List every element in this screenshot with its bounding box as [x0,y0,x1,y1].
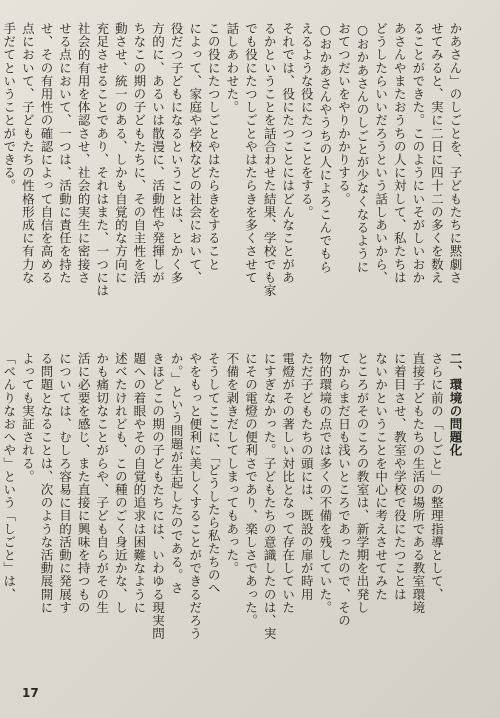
text-column: てからまだ日も浅いところであったので、その [336,352,352,628]
text-column: それでは、役にたつことにはどんなことがあ [280,22,296,284]
text-column: 点において、子どもたちの性格形成に有力な [20,22,36,284]
text-column: きほどこの期の子どもたちには、いわゆる現実問 [150,352,166,641]
text-column: この役にたつしごとやはたらきをすること [206,22,222,271]
text-column: にその電燈の便利さであり、楽しさであった。 [243,352,259,628]
text-column: せ、その有用性の確認によって自信を高める [38,22,54,284]
text-column: 物的環境の点では多くの不備を残していた。 [317,352,333,614]
text-column: でも役にたつしごとやはたらきを多くさせて [243,22,259,284]
page-number: 17 [22,686,39,700]
text-column: ちなこの期の子どもたちに、その自主性を活 [131,22,147,284]
text-column: おてつだいをやりかかりする。 [336,22,352,206]
text-column: ただ子どもたちの頭には、既設の扉が時用 [299,352,315,601]
text-column: どうしたらいいだろうという話しあいから、 [373,22,389,284]
text-column: せる点において、一つは、活動に責任を持た [57,22,73,284]
text-column: 不備を剥きだしてしまってもあった。 [224,352,240,575]
text-column: 題への着眼やその自覚的追求は困難なように [131,352,147,614]
text-column: ○おかあさんやうちの人によろこんでもら [317,22,333,274]
text-column: 方的に、あるいは散漫に、活動性や発揮しが [150,22,166,284]
text-column: 役だつ子どもになるということは、とかく多 [169,22,185,284]
text-column: せてみると、実に二日に四十二の多くを数え [429,22,445,284]
text-column: に着目させ、教室や学校で役にたつことは [392,352,408,601]
text-column: やをもっと便利に美しくすることができるだろう [187,352,203,641]
text-column: さらに前の「しごと」の整理指導として、 [429,352,445,601]
text-column: ることができた。このようにいそがしいおか [410,22,426,284]
text-column: そうしてここに、「どうしたら私たちのへ [206,352,222,595]
text-column: にすぎなかった。子どもたちの意識したのは、実 [262,352,278,641]
text-column: か。」という問題が生起したのである。さ [169,352,185,595]
text-column: 活に必要を感じ、また直接に興味を持つもの [76,352,92,614]
text-column: かあさん」のしごとを、子どもたちに黙劇さ [448,22,463,284]
text-column: 述べたけれども、この種のごく身近かな、し [113,352,129,614]
text-column: ○おかあさんのしごとが少なくなるように [355,22,371,274]
text-column: 充足させることであり、それはまた、一つには [94,22,110,298]
text-column: よっても実証される。 [20,352,36,483]
text-column: によって、家庭や学校などの社会において、 [187,22,203,284]
text-column: あさんやまたおうちの人に対して、私たちは [392,22,408,284]
text-column: るかということを話合わせた結果、学校でも家 [262,22,278,298]
text-column: かも痛切なことがらや、子ども自らがその生 [94,352,110,614]
text-column: 「べんりなおへや」という「しごと」は、 [1,352,17,601]
text-column: 手だてということができる。 [1,22,17,193]
top-text-block [1,22,464,340]
text-column: 社会的有用を体認させ、社会的実生に密接さ [76,22,92,284]
bottom-text-block [1,352,464,670]
text-column: 二、環境の問題化 [448,352,463,457]
text-column: 直接子どもたちの生活の場所である教室環境 [410,352,426,614]
text-column: については、むしろ容易に目的活動に発展す [57,352,73,614]
text-column: 動させ、統一のある、しかも自覚的な方向に [113,22,129,284]
text-column: る問題となることは、次のような活動展開に [38,352,54,614]
text-column: 話しあわせた。 [224,22,240,114]
text-column: ないかということを中心に考えさせてみた [373,352,389,601]
text-column: 電燈がその著しい対比となって存在していた [280,352,296,614]
text-column: ところがそのころの教室は、新学期を出発し [355,352,371,614]
text-column: えるような役にたつことをする。 [299,22,315,219]
